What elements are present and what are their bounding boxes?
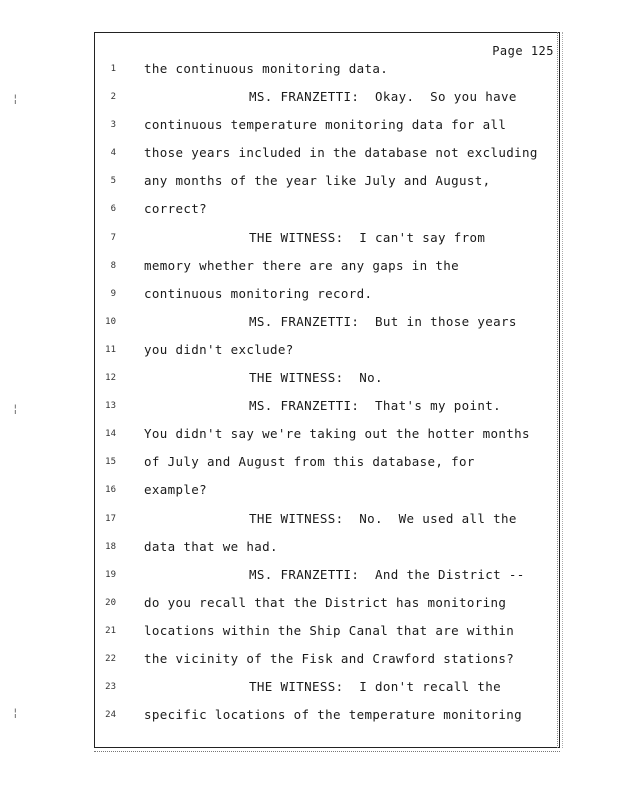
line-text: MS. FRANZETTI: That's my point.	[249, 398, 502, 414]
transcript-line	[94, 172, 554, 200]
transcript-line	[94, 88, 554, 116]
line-text: locations within the Ship Canal that are within	[144, 622, 515, 638]
line-text: do you recall that the District has monitoring	[144, 594, 507, 610]
line-number: 22	[105, 653, 116, 664]
line-number: 4	[110, 148, 116, 159]
line-number: 8	[110, 260, 116, 271]
line-text: the vicinity of the Fisk and Crawford stations?	[144, 650, 515, 666]
transcript-line	[94, 369, 554, 397]
line-number: 16	[105, 485, 116, 496]
line-text: the continuous monitoring data.	[144, 61, 389, 76]
line-text: of July and August from this database, for	[144, 454, 475, 470]
transcript-line	[94, 594, 554, 622]
line-number: 23	[105, 682, 116, 693]
transcript-line	[94, 453, 554, 481]
transcript-line	[94, 313, 554, 341]
line-text: example?	[144, 482, 208, 498]
transcript-body	[94, 60, 554, 734]
line-text: continuous monitoring record.	[144, 285, 373, 301]
transcript-line	[94, 678, 554, 706]
transcript-line	[94, 622, 554, 650]
line-text: You didn't say we're taking out the hotter months	[144, 426, 530, 442]
line-text: MS. FRANZETTI: But in those years	[249, 313, 517, 329]
line-number: 3	[110, 120, 116, 131]
line-text: correct?	[144, 201, 208, 217]
transcript-line	[94, 706, 554, 734]
line-number: 18	[105, 541, 116, 552]
transcript-line	[94, 116, 554, 144]
line-number: 5	[110, 176, 116, 187]
line-text: THE WITNESS: I don't recall the	[249, 679, 502, 695]
page-right-edge	[557, 32, 563, 748]
line-number: 12	[105, 373, 116, 384]
transcript-line	[94, 397, 554, 425]
line-text: specific locations of the temperature monitoring	[144, 707, 523, 723]
line-number: 24	[105, 710, 116, 721]
transcript-line	[94, 650, 554, 678]
page-number: Page 125	[492, 44, 554, 58]
transcript-line	[94, 144, 554, 172]
line-number: 13	[105, 401, 116, 412]
transcript-line	[94, 510, 554, 538]
line-number: 10	[105, 316, 116, 327]
line-text: THE WITNESS: No.	[249, 370, 383, 386]
transcript-line	[94, 60, 554, 88]
line-text: MS. FRANZETTI: Okay. So you have	[249, 89, 517, 105]
line-text: MS. FRANZETTI: And the District --	[249, 566, 525, 582]
line-text: data that we had.	[144, 538, 278, 554]
transcript-line	[94, 229, 554, 257]
line-text: any months of the year like July and August,	[144, 173, 491, 189]
line-number: 1	[110, 64, 116, 74]
transcript-line	[94, 481, 554, 509]
line-text: THE WITNESS: No. We used all the	[249, 510, 517, 526]
line-number: 19	[105, 569, 116, 580]
margin-tick: ¦	[12, 92, 19, 105]
line-text: those years included in the database not excluding	[144, 145, 538, 161]
line-text: THE WITNESS: I can't say from	[249, 229, 486, 245]
line-number: 15	[105, 457, 116, 468]
transcript-line	[94, 425, 554, 453]
transcript-line	[94, 200, 554, 228]
transcript-line	[94, 538, 554, 566]
line-text: you didn't exclude?	[144, 341, 294, 357]
line-number: 6	[110, 204, 116, 215]
transcript-line	[94, 285, 554, 313]
line-number: 21	[105, 625, 116, 636]
margin-tick: ¦	[12, 706, 19, 719]
line-number: 9	[110, 288, 116, 299]
line-text: memory whether there are any gaps in the	[144, 257, 460, 273]
line-number: 17	[105, 513, 116, 524]
transcript-line	[94, 566, 554, 594]
line-text: continuous temperature monitoring data for all	[144, 117, 507, 133]
line-number: 11	[105, 344, 116, 355]
margin-tick: ¦	[12, 402, 19, 415]
line-number: 20	[105, 597, 116, 608]
line-number: 7	[110, 232, 116, 243]
line-number: 14	[105, 429, 116, 440]
line-number: 2	[110, 92, 116, 103]
transcript-line	[94, 341, 554, 369]
page-bottom-rule	[94, 751, 560, 752]
transcript-line	[94, 257, 554, 285]
